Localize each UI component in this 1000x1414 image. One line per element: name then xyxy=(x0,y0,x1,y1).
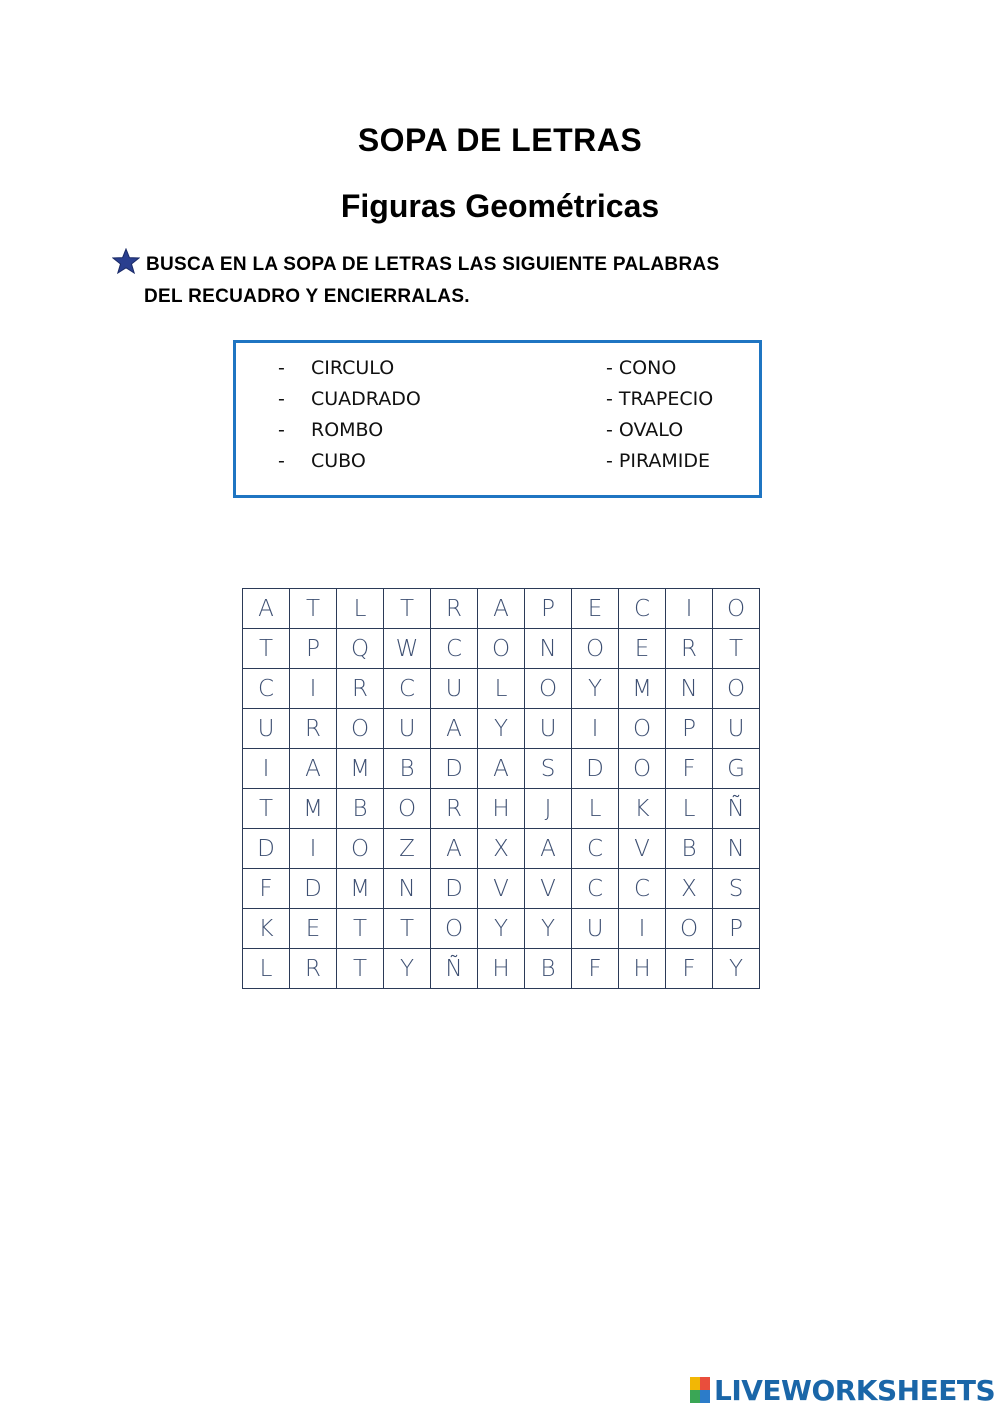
grid-cell[interactable]: K xyxy=(619,789,666,829)
grid-cell[interactable]: E xyxy=(290,909,337,949)
grid-cell[interactable]: N xyxy=(713,829,760,869)
grid-cell[interactable]: D xyxy=(290,869,337,909)
grid-cell[interactable]: H xyxy=(478,949,525,989)
grid-cell[interactable]: O xyxy=(713,669,760,709)
logo-text: LIVEWORKSHEETS xyxy=(714,1373,996,1407)
grid-cell[interactable]: K xyxy=(243,909,290,949)
grid-cell[interactable]: N xyxy=(384,869,431,909)
instruction-line-1 xyxy=(112,248,872,281)
grid-cell[interactable]: O xyxy=(619,709,666,749)
grid-cell[interactable]: D xyxy=(431,869,478,909)
liveworksheets-logo xyxy=(690,1374,995,1406)
grid-cell[interactable]: C xyxy=(384,669,431,709)
grid-row xyxy=(243,669,760,709)
grid-cell[interactable]: Ñ xyxy=(713,789,760,829)
grid-cell[interactable]: Z xyxy=(384,829,431,869)
grid-cell[interactable]: O xyxy=(713,589,760,629)
grid-cell[interactable]: E xyxy=(572,589,619,629)
word-item: - CUADRADO xyxy=(278,388,421,410)
grid-row xyxy=(243,789,760,829)
grid-cell[interactable]: N xyxy=(525,629,572,669)
grid-cell[interactable]: S xyxy=(713,869,760,909)
grid-cell[interactable]: V xyxy=(478,869,525,909)
grid-row xyxy=(243,829,760,869)
grid-cell[interactable]: Y xyxy=(478,709,525,749)
word-item: - OVALO xyxy=(606,419,684,441)
grid-cell[interactable]: O xyxy=(478,629,525,669)
grid-cell[interactable]: V xyxy=(525,869,572,909)
grid-cell[interactable]: I xyxy=(572,709,619,749)
grid-cell[interactable]: U xyxy=(713,709,760,749)
grid-cell[interactable]: R xyxy=(431,789,478,829)
grid-cell[interactable]: F xyxy=(572,949,619,989)
grid-cell[interactable]: J xyxy=(525,789,572,829)
grid-cell[interactable]: I xyxy=(243,749,290,789)
grid-row xyxy=(243,589,760,629)
grid-cell[interactable]: Y xyxy=(384,949,431,989)
grid-cell[interactable]: O xyxy=(619,749,666,789)
grid-row xyxy=(243,709,760,749)
grid-cell[interactable]: T xyxy=(384,909,431,949)
grid-cell[interactable]: T xyxy=(384,589,431,629)
grid-cell[interactable]: L xyxy=(478,669,525,709)
grid-cell[interactable]: G xyxy=(713,749,760,789)
word-list-box xyxy=(233,340,762,498)
grid-cell[interactable]: A xyxy=(478,589,525,629)
grid-cell[interactable]: W xyxy=(384,629,431,669)
grid-cell[interactable]: D xyxy=(431,749,478,789)
grid-cell[interactable]: O xyxy=(337,829,384,869)
grid-cell[interactable]: O xyxy=(384,789,431,829)
word-item: - CONO xyxy=(606,357,677,379)
grid-cell[interactable]: Q xyxy=(337,629,384,669)
page-title: SOPA DE LETRAS xyxy=(357,122,643,158)
word-list-right xyxy=(606,353,713,477)
grid-cell[interactable]: U xyxy=(243,709,290,749)
grid-cell[interactable]: L xyxy=(243,949,290,989)
grid-cell[interactable]: L xyxy=(337,589,384,629)
grid-cell[interactable]: U xyxy=(431,669,478,709)
grid-cell[interactable]: I xyxy=(619,909,666,949)
word-list-left xyxy=(278,353,421,477)
grid-cell[interactable]: M xyxy=(619,669,666,709)
grid-cell[interactable]: C xyxy=(572,869,619,909)
grid-cell[interactable]: P xyxy=(525,589,572,629)
grid-cell[interactable]: Y xyxy=(713,949,760,989)
grid-cell[interactable]: U xyxy=(525,709,572,749)
grid-cell[interactable]: X xyxy=(478,829,525,869)
grid-cell[interactable]: D xyxy=(572,749,619,789)
grid-cell[interactable]: C xyxy=(619,869,666,909)
grid-cell[interactable]: A xyxy=(431,709,478,749)
grid-cell[interactable]: Y xyxy=(478,909,525,949)
word-item: - CIRCULO xyxy=(278,357,395,379)
grid-cell[interactable]: T xyxy=(243,629,290,669)
grid-cell[interactable]: E xyxy=(619,629,666,669)
grid-cell[interactable]: R xyxy=(666,629,713,669)
grid-cell[interactable]: T xyxy=(337,949,384,989)
grid-cell[interactable]: B xyxy=(525,949,572,989)
grid-cell[interactable]: Y xyxy=(525,909,572,949)
grid-row xyxy=(243,949,760,989)
grid-cell[interactable]: O xyxy=(431,909,478,949)
grid-cell[interactable]: D xyxy=(243,829,290,869)
grid-cell[interactable]: T xyxy=(243,789,290,829)
grid-cell[interactable]: O xyxy=(525,669,572,709)
grid-cell[interactable]: U xyxy=(572,909,619,949)
star-icon xyxy=(112,248,140,274)
grid-cell[interactable]: B xyxy=(384,749,431,789)
word-item: - CUBO xyxy=(278,450,366,472)
grid-cell[interactable]: Y xyxy=(572,669,619,709)
grid-cell[interactable]: T xyxy=(337,909,384,949)
grid-cell[interactable]: R xyxy=(431,589,478,629)
grid-cell[interactable]: F xyxy=(666,749,713,789)
word-search-grid xyxy=(242,588,760,989)
logo-icon xyxy=(690,1377,710,1403)
grid-row xyxy=(243,749,760,789)
grid-cell[interactable]: A xyxy=(431,829,478,869)
grid-cell[interactable]: C xyxy=(572,829,619,869)
grid-cell[interactable]: C xyxy=(619,589,666,629)
grid-cell[interactable]: F xyxy=(666,949,713,989)
grid-cell[interactable]: B xyxy=(666,829,713,869)
grid-cell[interactable]: O xyxy=(337,709,384,749)
grid-row xyxy=(243,909,760,949)
grid-cell[interactable]: S xyxy=(525,749,572,789)
grid-cell[interactable]: R xyxy=(290,709,337,749)
grid-cell[interactable]: C xyxy=(431,629,478,669)
grid-cell[interactable]: A xyxy=(478,749,525,789)
grid-cell[interactable]: M xyxy=(337,869,384,909)
grid-cell[interactable]: X xyxy=(666,869,713,909)
grid-row xyxy=(243,869,760,909)
grid-cell[interactable]: A xyxy=(243,589,290,629)
grid-cell[interactable]: M xyxy=(337,749,384,789)
grid-cell[interactable]: L xyxy=(666,789,713,829)
grid-cell[interactable]: M xyxy=(290,789,337,829)
grid-cell[interactable]: U xyxy=(384,709,431,749)
grid-cell[interactable]: L xyxy=(572,789,619,829)
grid-row xyxy=(243,629,760,669)
grid-cell[interactable]: H xyxy=(478,789,525,829)
grid-cell[interactable]: N xyxy=(666,669,713,709)
instruction xyxy=(112,248,872,313)
grid-cell[interactable]: F xyxy=(243,869,290,909)
instruction-line-2: DEL RECUADRO Y ENCIERRALAS. xyxy=(144,286,470,307)
page-subtitle: Figuras Geométricas xyxy=(340,188,660,224)
grid-cell[interactable]: C xyxy=(243,669,290,709)
grid-cell[interactable]: I xyxy=(666,589,713,629)
grid-cell[interactable]: R xyxy=(290,949,337,989)
grid-cell[interactable]: P xyxy=(666,709,713,749)
grid-cell[interactable]: I xyxy=(290,829,337,869)
grid-cell[interactable]: T xyxy=(290,589,337,629)
grid-cell[interactable]: A xyxy=(290,749,337,789)
word-item: - TRAPECIO xyxy=(606,388,714,410)
grid-cell[interactable]: V xyxy=(619,829,666,869)
instruction-text-1: BUSCA EN LA SOPA DE LETRAS LAS SIGUIENTE PALABRAS xyxy=(146,254,720,275)
grid-cell[interactable]: O xyxy=(666,909,713,949)
grid-cell[interactable]: B xyxy=(337,789,384,829)
word-item: - PIRAMIDE xyxy=(606,450,711,472)
grid-cell[interactable]: A xyxy=(525,829,572,869)
grid-cell[interactable]: R xyxy=(337,669,384,709)
grid-cell[interactable]: T xyxy=(713,629,760,669)
grid-cell[interactable]: P xyxy=(290,629,337,669)
grid-cell[interactable]: I xyxy=(290,669,337,709)
grid-cell[interactable]: P xyxy=(713,909,760,949)
grid-cell[interactable]: H xyxy=(619,949,666,989)
word-item: - ROMBO xyxy=(278,419,384,441)
grid-cell[interactable]: O xyxy=(572,629,619,669)
grid-cell[interactable]: Ñ xyxy=(431,949,478,989)
